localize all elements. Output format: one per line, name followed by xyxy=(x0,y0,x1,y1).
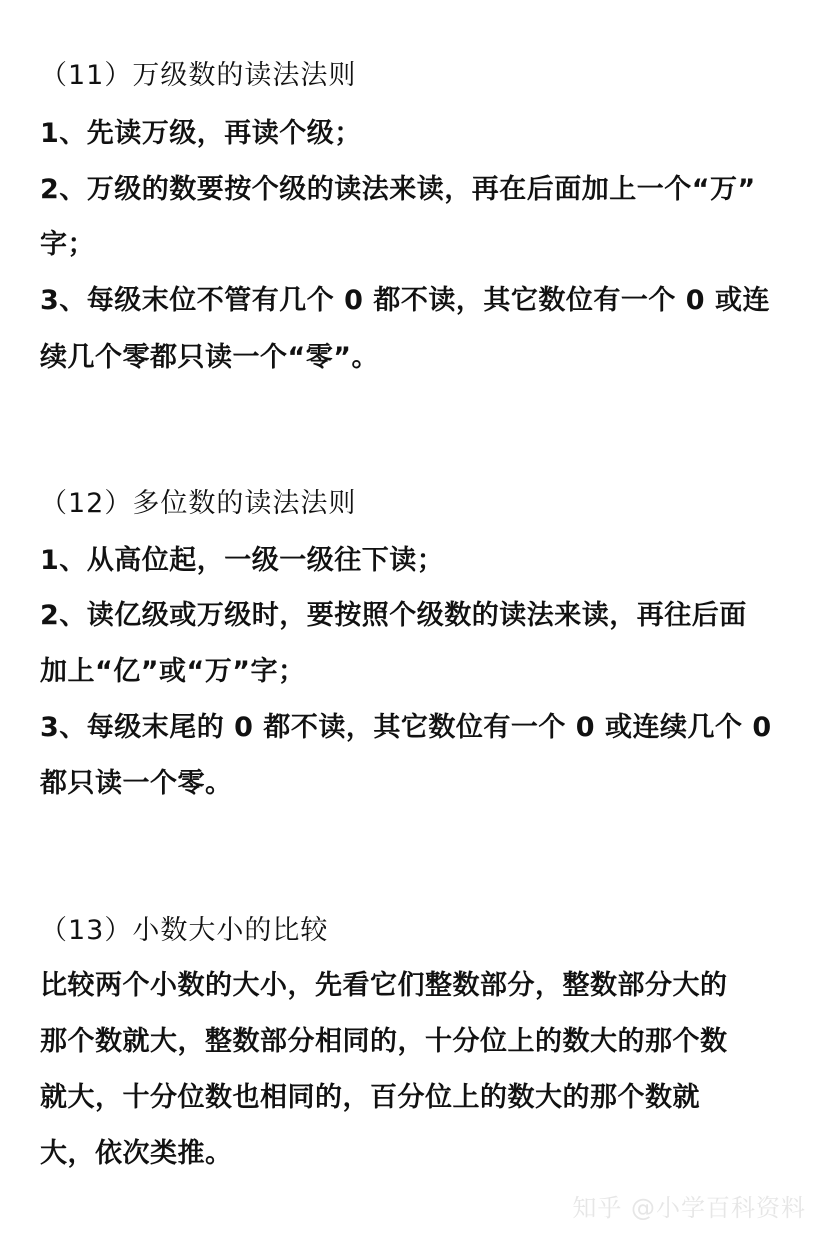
section-13-line-1: 比较两个小数的大小，先看它们整数部分，整数部分大的 xyxy=(40,970,728,1001)
section-12-line-4: 3、每级末尾的 0 都不读，其它数位有一个 0 或连续几个 0 xyxy=(40,712,772,743)
section-12-line-1: 1、从高位起，一级一级往下读； xyxy=(40,545,445,576)
section-11-line-1: 1、先读万级，再读个级； xyxy=(40,118,362,149)
section-13-line-4: 大，依次类推。 xyxy=(40,1138,233,1169)
section-11-line-4: 3、每级末位不管有几个 0 都不读，其它数位有一个 0 或连 xyxy=(40,285,770,316)
section-12-line-3: 加上“亿”或“万”字； xyxy=(40,656,306,687)
section-11-title: （11）万级数的读法法则 xyxy=(40,60,357,91)
section-11-line-2: 2、万级的数要按个级的读法来读，再在后面加上一个“万” xyxy=(40,174,756,205)
section-12-line-5: 都只读一个零。 xyxy=(40,768,233,799)
section-11-line-5: 续几个零都只读一个“零”。 xyxy=(40,342,379,373)
section-13-line-2: 那个数就大，整数部分相同的，十分位上的数大的那个数 xyxy=(40,1026,728,1057)
section-12-line-2: 2、读亿级或万级时，要按照个级数的读法来读，再往后面 xyxy=(40,600,747,631)
section-11-line-3: 字； xyxy=(40,229,95,260)
section-12-title: （12）多位数的读法法则 xyxy=(40,488,357,519)
section-13-title: （13）小数大小的比较 xyxy=(40,915,329,946)
watermark-text: 知乎 @小学百科资料 xyxy=(572,1194,806,1222)
section-13-line-3: 就大，十分位数也相同的，百分位上的数大的那个数就 xyxy=(40,1082,700,1113)
